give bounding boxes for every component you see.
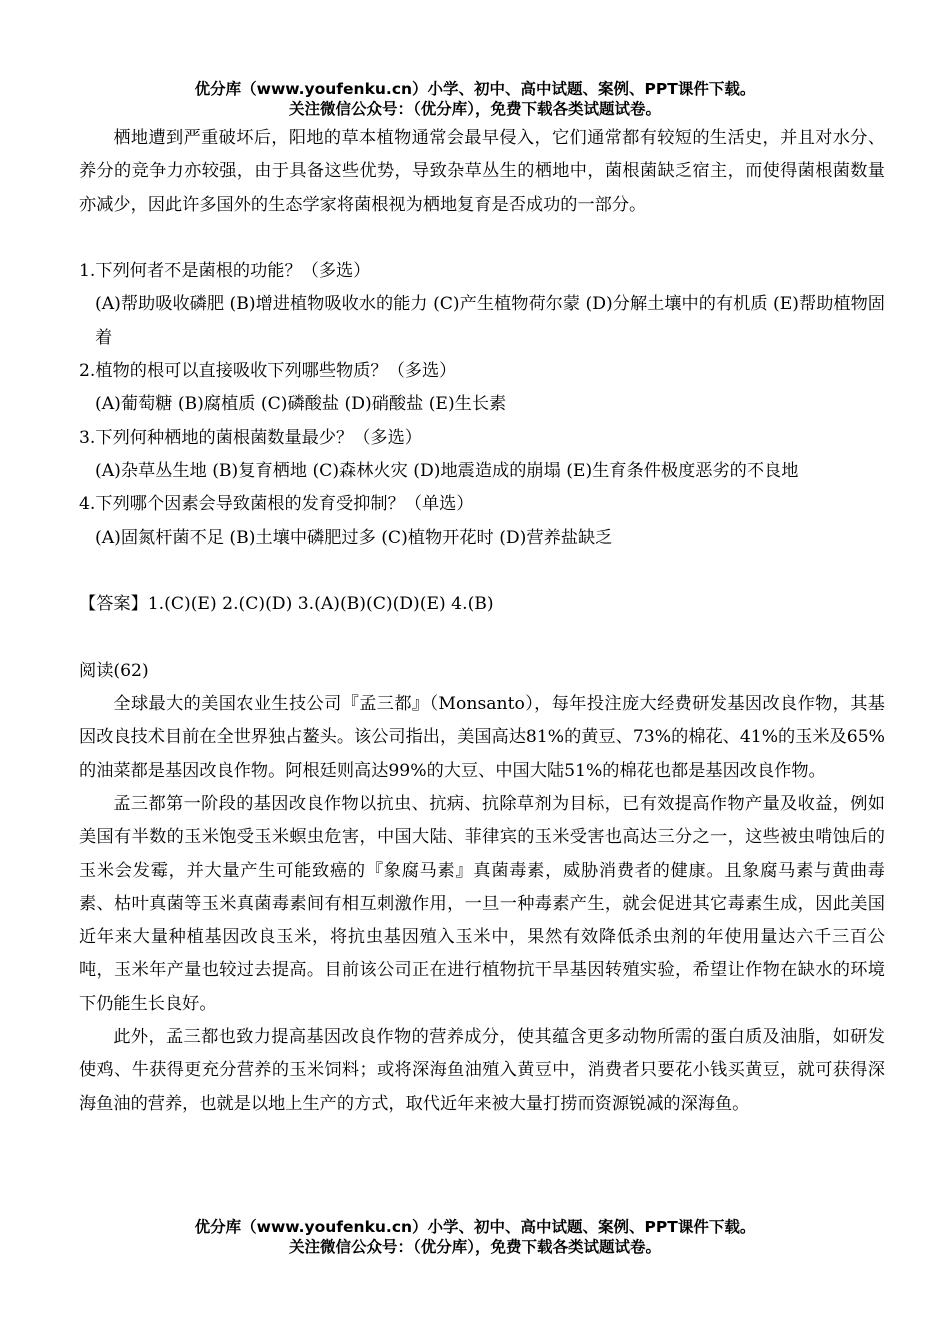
spacer [79,222,885,255]
spacer [79,621,885,654]
question-2-stem: 2.植物的根可以直接吸收下列哪些物质？（多选） [79,361,457,382]
spacer [79,555,885,588]
answer-line: 【答案】1.(C)(E) 2.(C)(D) 3.(A)(B)(C)(D)(E) 4.(B) [79,594,494,615]
question-3-stem: 3.下列何种栖地的菌根菌数量最少？（多选） [79,427,422,448]
question-3-options: (A)杂草丛生地 (B)复育栖地 (C)森林火灾 (D)地震造成的崩塌 (E)生育条件极度恶劣的不良地 [95,460,799,481]
question-1-stem: 1.下列何者不是菌根的功能？（多选） [79,261,371,282]
question-2-options: (A)葡萄糖 (B)腐植质 (C)磷酸盐 (D)硝酸盐 (E)生长素 [95,394,507,415]
reading-paragraph-1: 全球最大的美国农业生技公司『孟三都』（Monsanto），每年投注庞大经费研发基因改良作物，其基因改良技术目前在全世界独占鳌头。该公司指出，美国高达81%的黄豆、73%的棉花、41%的玉米及65%的油菜都是基因改良作物。阿根廷则高达99%的大豆、中国大陆51%的棉花也都是基因改良作物。 [79,694,885,781]
reading-paragraph-3: 此外，孟三都也致力提高基因改良作物的营养成分，使其蕴含更多动物所需的蛋白质及油脂，如研发使鸡、牛获得更充分营养的玉米饲料；或将深海鱼油殖入黄豆中，消费者只要花小钱买黄豆，就可获得深海鱼油的营养，也就是以地上生产的方式，取代近年来被大量打捞而资源锐减的深海鱼。 [79,1027,885,1114]
header-line-1: 优分库（www.youfenku.cn）小学、初中、高中试题、案例、PPT课件下载。 [194,80,756,98]
passage-paragraph: 栖地遭到严重破坏后，阳地的草本植物通常会最早侵入，它们通常都有较短的生活史，并且对水分、养分的竞争力亦较强，由于具备这些优势，导致杂草丛生的栖地中，菌根菌缺乏宿主，而使得菌根菌数量亦减少，因此许多国外的生态学家将菌根视为栖地复育是否成功的一部分。 [79,128,885,215]
document-body [79,122,885,1121]
header-line-2: 关注微信公众号：（优分库），免费下载各类试题试卷。 [288,100,661,118]
footer-line-2: 关注微信公众号：（优分库），免费下载各类试题试卷。 [288,1238,661,1256]
reading-title: 阅读(62) [79,660,149,681]
page-header [0,79,950,119]
question-1-options: (A)帮助吸收磷肥 (B)增进植物吸收水的能力 (C)产生植物荷尔蒙 (D)分解土壤中的有机质 (E)帮助植物固着 [95,294,885,348]
page-footer [0,1217,950,1257]
reading-paragraph-2: 孟三都第一阶段的基因改良作物以抗虫、抗病、抗除草剂为目标，已有效提高作物产量及收益，例如美国有半数的玉米饱受玉米螟虫危害，中国大陆、菲律宾的玉米受害也高达三分之一，这些被虫啃蚀后的玉米会发霉，并大量产生可能致癌的『象腐马素』真菌毒素，威胁消费者的健康。且象腐马素与黄曲毒素、枯叶真菌等玉米真菌毒素间有相互刺激作用，一旦一种毒素产生，就会促进其它毒素生成，因此美国近年来大量种植基因改良玉米，将抗虫基因殖入玉米中，果然有效降低杀虫剂的年使用量达六千三百公吨，玉米年产量也较过去提高。目前该公司正在进行植物抗干旱基因转殖实验，希望让作物在缺水的环境下仍能生长良好。 [79,793,885,1014]
question-4-options: (A)固氮杆菌不足 (B)土壤中磷肥过多 (C)植物开花时 (D)营养盐缺乏 [95,527,613,548]
question-4-stem: 4.下列哪个因素会导致菌根的发育受抑制？（单选） [79,494,474,515]
footer-line-1: 优分库（www.youfenku.cn）小学、初中、高中试题、案例、PPT课件下载。 [194,1218,756,1236]
